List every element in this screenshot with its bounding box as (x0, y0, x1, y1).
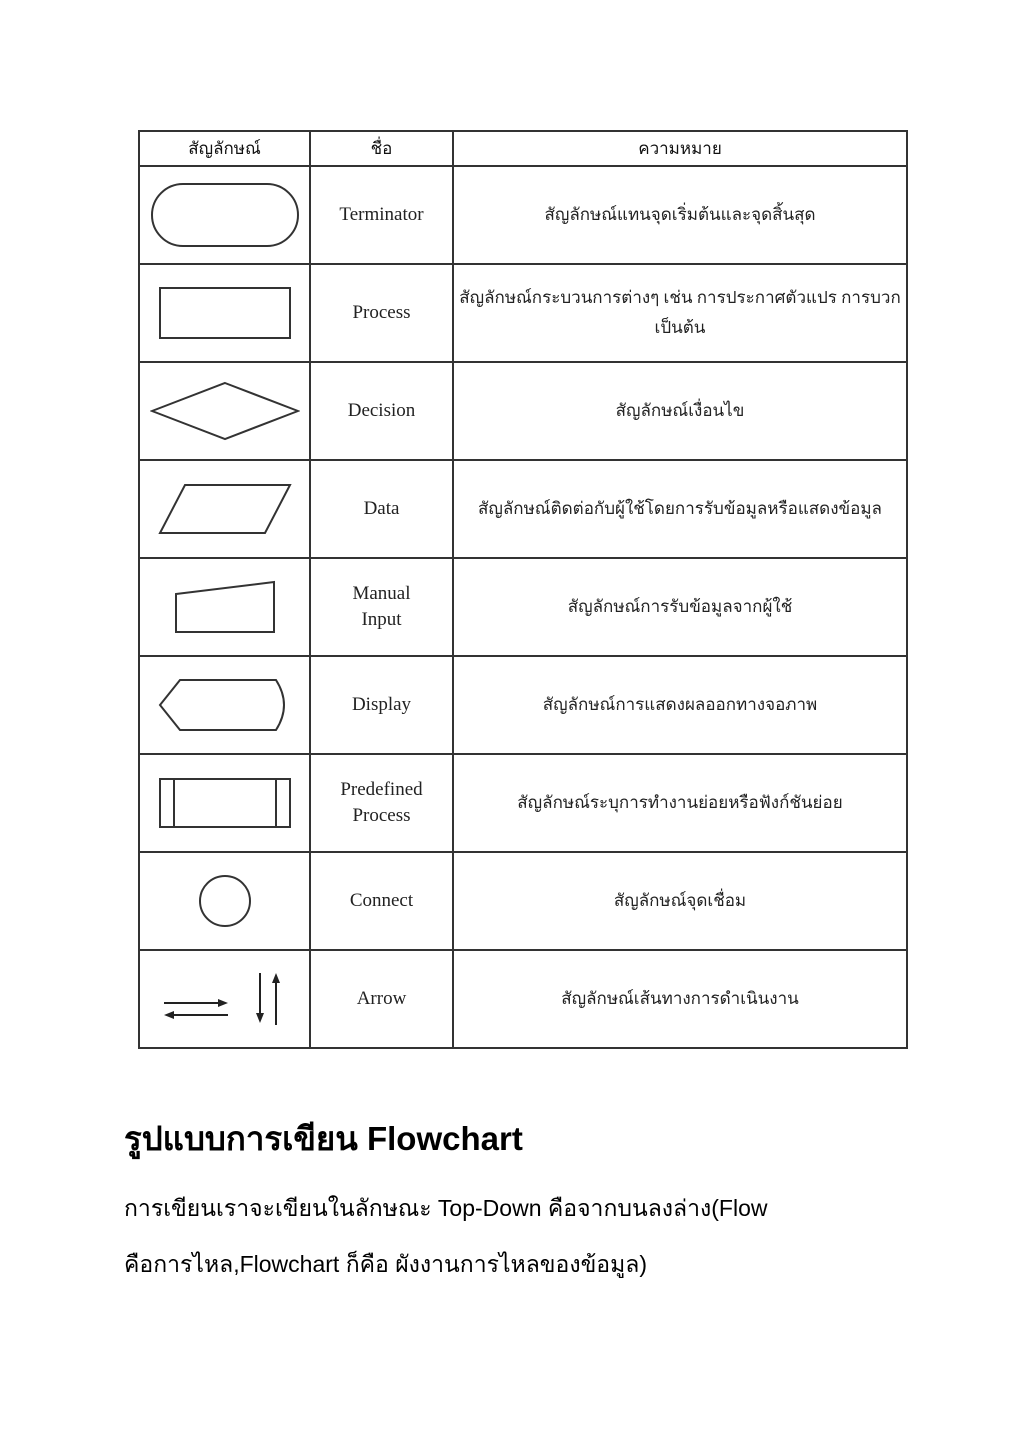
symbol-meaning: สัญลักษณ์ติดต่อกับผู้ใช้โดยการรับข้อมูลหรือแสดงข้อมูล (453, 460, 907, 558)
symbol-name: Decision (310, 362, 453, 460)
arrow-icon (160, 969, 290, 1029)
symbol-name: Data (310, 460, 453, 558)
table-row (139, 460, 907, 558)
symbol-meaning: สัญลักษณ์กระบวนการต่างๆ เช่น การประกาศตัวแปร การบวก เป็นต้น (453, 264, 907, 362)
symbol-meaning: สัญลักษณ์เส้นทางการดำเนินงาน (453, 950, 907, 1048)
symbol-name: Connect (310, 852, 453, 950)
symbol-meaning: สัญลักษณ์การรับข้อมูลจากผู้ใช้ (453, 558, 907, 656)
data-icon (158, 483, 292, 535)
symbol-cell (139, 460, 310, 558)
symbol-name-line2: Input (361, 609, 402, 630)
symbol-cell (139, 656, 310, 754)
body-paragraph (124, 1180, 924, 1292)
display-icon (158, 678, 292, 732)
terminator-icon (150, 180, 300, 250)
symbol-name: Process (310, 264, 453, 362)
symbol-cell (139, 558, 310, 656)
symbol-cell (139, 166, 310, 264)
decision-icon (150, 381, 300, 441)
header-name: ชื่อ (310, 131, 453, 166)
symbol-meaning: สัญลักษณ์การแสดงผลออกทางจอภาพ (453, 656, 907, 754)
symbol-meaning: สัญลักษณ์ระบุการทำงานย่อยหรือฟังก์ชันย่อย (453, 754, 907, 852)
connect-icon (197, 873, 253, 929)
header-symbol: สัญลักษณ์ (139, 131, 310, 166)
symbol-name: Arrow (310, 950, 453, 1048)
table-row (139, 264, 907, 362)
symbol-cell (139, 950, 310, 1048)
table-row (139, 362, 907, 460)
process-icon (158, 286, 292, 340)
symbol-name: Terminator (310, 166, 453, 264)
predefined-process-icon (158, 777, 292, 829)
body-line-1: การเขียนเราจะเขียนในลักษณะ Top-Down คือจากบนลงล่าง(Flow (124, 1195, 768, 1221)
symbol-name-line2: Process (352, 805, 411, 826)
symbol-cell (139, 264, 310, 362)
flowchart-symbol-table (138, 130, 908, 1049)
manual-input-icon (174, 580, 276, 634)
symbol-meaning: สัญลักษณ์เงื่อนไข (453, 362, 907, 460)
table-row (139, 656, 907, 754)
table-row (139, 558, 907, 656)
symbol-name: Display (310, 656, 453, 754)
symbol-name (310, 558, 453, 656)
body-line-2: คือการไหล,Flowchart ก็คือ ผังงานการไหลของข้อมูล) (124, 1251, 648, 1277)
table-row (139, 852, 907, 950)
symbol-meaning: สัญลักษณ์จุดเชื่อม (453, 852, 907, 950)
section-heading: รูปแบบการเขียน Flowchart (124, 1120, 523, 1157)
table-row (139, 166, 907, 264)
symbol-cell (139, 754, 310, 852)
symbol-cell (139, 362, 310, 460)
header-meaning: ความหมาย (453, 131, 907, 166)
table-header-row (139, 131, 907, 166)
symbol-name-line1: Manual (352, 583, 411, 604)
symbol-name (310, 754, 453, 852)
symbol-cell (139, 852, 310, 950)
symbol-meaning: สัญลักษณ์แทนจุดเริ่มต้นและจุดสิ้นสุด (453, 166, 907, 264)
table-row (139, 754, 907, 852)
symbol-name-line1: Predefined (340, 779, 423, 800)
table-row (139, 950, 907, 1048)
